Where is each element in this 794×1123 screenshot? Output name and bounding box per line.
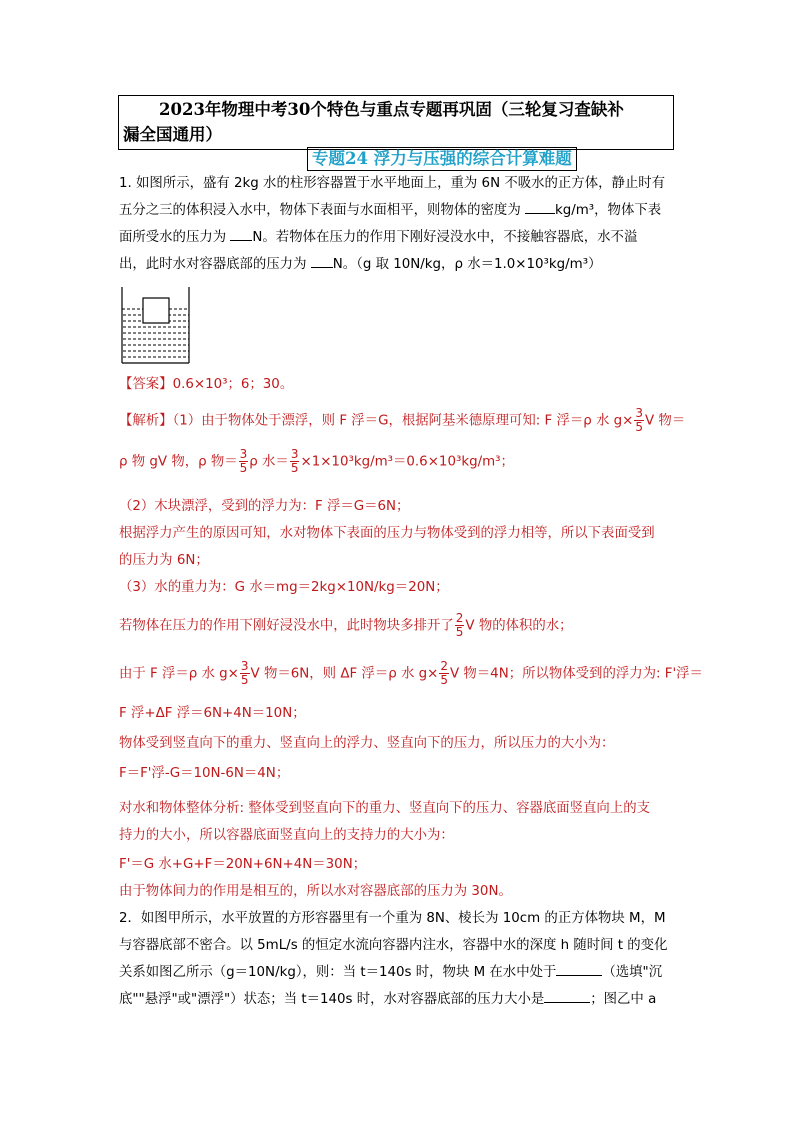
analysis-line-12: 对水和物体整体分析: 整体受到竖直向下的重力、竖直向下的压力、容器底面竖直向上的支 [119, 801, 650, 816]
floating-cube [143, 298, 169, 323]
analysis-line-13: 持力的大小，所以容器底面竖直向上的支持力的大小为： [119, 828, 454, 843]
answer-blank [544, 1002, 590, 1003]
analysis-line-6: （3）水的重力为：G 水＝mg＝2kg×10N/kg＝20N； [119, 580, 449, 595]
topic-subtitle: 专题24 浮力与压强的综合计算难题 [307, 147, 577, 171]
q2-line-3: 关系如图乙所示（g＝10N/kg），则：当 t＝140s 时，物块 M 在水中处于 （选填"沉 [119, 965, 663, 980]
analysis-line-11: F＝F'浮-G＝10N-6N＝4N； [119, 766, 290, 781]
fraction-three-fifths: $\frac{3}{5}$ [290, 447, 299, 475]
fraction-two-fifths: $\frac{2}{5}$ [455, 611, 464, 639]
analysis-line-2: ρ 物 gV 物，ρ 物＝ $\frac{3}{5}$ ρ 水＝ $\frac{3}{5}$ ×1×10³kg/m³＝0.6×10³kg/m³； [119, 447, 514, 475]
analysis-line-7: 若物体在压力的作用下刚好浸没水中，此时物块多排开了 $\frac{2}{5}$ V 物的体积的水； [119, 611, 573, 639]
q1-line-3: 面所受水的压力为 N。若物体在压力的作用下刚好浸没水中，不接触容器底，水不溢 [119, 230, 638, 245]
fraction-two-fifths: $\frac{2}{5}$ [440, 659, 448, 687]
analysis-line-9: F 浮+ΔF 浮＝6N+4N＝10N； [119, 706, 306, 721]
answer-blank [525, 213, 555, 214]
answer-blank [556, 975, 602, 976]
answer-blank [311, 267, 333, 268]
fraction-three-fifths: $\frac{3}{5}$ [635, 406, 644, 434]
analysis-line-3: （2）木块漂浮，受到的浮力为：F 浮＝G＝6N； [119, 499, 410, 514]
analysis-line-8: 由于 F 浮＝ρ 水 g× $\frac{3}{5}$ V 物＝6N，则 ΔF 浮＝ρ 水 g× $\frac{2}{5}$ V 物＝4N；所以物体受到的浮力为: F'浮＝ [119, 659, 703, 687]
container-figure [119, 287, 193, 365]
fraction-three-fifths: $\frac{3}{5}$ [240, 659, 249, 687]
answer-blank [230, 240, 252, 241]
q1-line-1: 1. 如图所示，盛有 2kg 水的柱形容器置于水平地面上，重为 6N 不吸水的正方体，静止时有 [119, 176, 666, 191]
answer-line: 【答案】0.6×10³；6；30。 [119, 377, 294, 392]
title-line-1: 2023年物理中考30个特色与重点专题再巩固（三轮复习查缺补 [159, 100, 624, 119]
q2-line-1: 2．如图甲所示，水平放置的方形容器里有一个重为 8N、棱长为 10cm 的正方体物块 M，M [119, 911, 666, 926]
q1-line-2: 五分之三的体积浸入水中，物体下表面与水面相平，则物体的密度为 kg/m³，物体下表 [119, 203, 662, 218]
document-title [118, 95, 674, 150]
analysis-line-15: 由于物体间力的作用是相互的，所以水对容器底部的压力为 30N。 [119, 884, 512, 899]
fraction-three-fifths: $\frac{3}{5}$ [239, 447, 248, 475]
analysis-line-1: 【解析】（1）由于物体处于漂浮，则 F 浮＝G，根据阿基米德原理可知: F 浮＝ρ 水 g× $\frac{3}{5}$ V 物＝ [119, 406, 686, 434]
analysis-line-4: 根据浮力产生的原因可知，水对物体下表面的压力与物体受到的浮力相等，所以下表面受到 [119, 526, 655, 541]
q2-line-4: 底""悬浮"或"漂浮"）状态；当 t＝140s 时，水对容器底部的压力大小是 ；图乙中 a [119, 992, 657, 1007]
title-line-2: 漏全国通用） [123, 125, 222, 144]
analysis-line-14: F'＝G 水+G+F＝20N+6N+4N＝30N； [119, 857, 367, 872]
analysis-line-10: 物体受到竖直向下的重力、竖直向上的浮力、竖直向下的压力，所以压力的大小为： [119, 736, 615, 751]
q2-line-2: 与容器底部不密合。以 5mL/s 的恒定水流向容器内注水，容器中水的深度 h 随时间 t 的变化 [119, 938, 668, 953]
q1-line-4: 出，此时水对容器底部的压力为 N。（g 取 10N/kg，ρ 水＝1.0×10³kg/m³） [119, 257, 602, 272]
analysis-line-5: 的压力为 6N； [119, 553, 209, 568]
